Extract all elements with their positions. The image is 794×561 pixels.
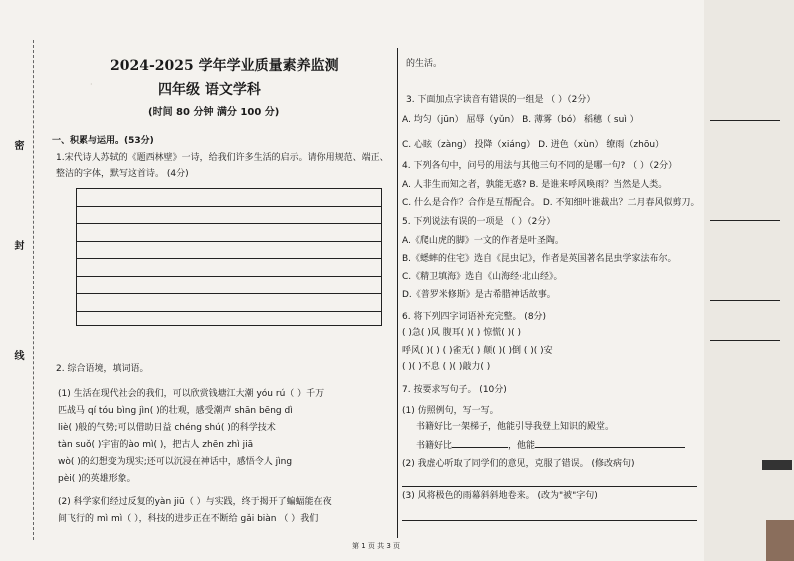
binding-line xyxy=(33,40,34,540)
q1-line2: 整洁的字体，默写这首诗。 (4分) xyxy=(56,169,189,179)
q4-options: A. 人非生而知之者，孰能无惑? B. 是谁来呼风唤雨？当然是人类。 xyxy=(402,180,668,190)
q6-row[interactable]: ( )( )不息 ( )( )敲力( ) xyxy=(402,362,491,372)
right-top-line: 的生活。 xyxy=(406,59,443,69)
q7-fill-line xyxy=(416,438,685,452)
q7-fill-blank-2[interactable] xyxy=(535,438,685,448)
q2-part2-line: (2) 科学家们经过反复的yàn jiū（ ）与实践，终于揭开了蝙蝠能在夜 xyxy=(58,497,332,507)
q2-line: tàn suǒ( )宇宙的ào mì( )，把古人 zhēn zhì jiā xyxy=(58,440,254,450)
exam-time-note: (时间 80 分钟 满分 100 分) xyxy=(148,107,280,118)
binding-label-feng: 封 xyxy=(12,240,23,252)
q5-question: 5. 下列说法有误的一项是 （ ）（2分） xyxy=(402,217,556,227)
q2-line: (1) 生活在现代社会的我们，可以欣赏钱塘江大潮 yóu rú（ ）千万 xyxy=(58,389,325,399)
exam-paper: 密 封 线 · 2024-2025 学年学业质量素养监测 四年级 语文学科 (时间 80 分钟 满分 100 分) 一、积累与运用。(53分) 1.宋代诗人苏轼的《题西林壁》一诗，给我们许多生活的启示。请你用规范、端正、 整洁的字体，默写这首诗。 (4分) 2. 综合语境，填词语。 (1) 生活在现代社会的我们，可以欣赏钱塘江大潮 yóu rú（ ）千万 匹战马 qí tóu bìng jìn( )的壮观，感受潮声 shān bēng dì liè( )般的气势;可以借助日益 chéng shú( )的科学技术 tàn suǒ( )宇宙的ào mì( )，把古人 zhēn zhì jiā wò( )的幻想变为现实;还可以沉浸在神话中，感悟令人 jìng pèi( )的英雄形象。 (2) 科学家们经过反复的yàn jiū（ ）与实践，终于揭开了蝙蝠能在夜 间飞行的 mì mì（ ），科技的进步正在不断给 gǎi biàn （ ）我们 的生活。 3. 下面加点字读音有错误的一组是 （ ）（2分） A. 均匀（jūn） 屈辱（yǔn） B. 薄雾（bó） 稻穗（ suì ） C. 心眩（zàng） 投降（xiáng） D. 迸色（xùn） 缭雨（zhōu） 4. 下列各句中，问号的用法与其他三句不同的是哪一句? （ ）（2分） A. 人非生而知之者，孰能无惑? B. 是谁来呼风唤雨？当然是人类。 C. 什么是合作？合作是互帮配合。 D. 不知细叶谁裁出？二月春风似剪刀。 5. 下列说法有误的一项是 （ ）（2分） A.《爬山虎的脚》一文的作者是叶圣陶。 B.《蟋蟀的住宅》选自《昆虫记》，作者是英国著名昆虫学家法布尔。 C.《精卫填海》选自《山海经·北山经》。 D.《普罗米修斯》是古希腊神话故事。 6. 将下列四字词语补充完整。 (8分) ( )急( )风 腹耳( )( ) 惊慌( )( ) 呼风( )( ) ( )雀无( ) 颠( )( )倒 ( )( )安 ( )( )不息 ( )( )敲力( ) 7. 按要求写句子。 (10分) (1) 仿照例句，写一写。 书籍好比一架梯子，他能引导我登上知识的殿堂。 书籍好比 ，他能 (2) 我虚心听取了同学们的意见，克服了错误。 (修改病句) (3) 风将极色的雨幕斜斜地卷来。 (改为"被"字句) 第 1 页 共 3 页 xyxy=(0,0,770,561)
binding-label-mi: 密 xyxy=(12,140,23,152)
q7-part3-answer-line[interactable] xyxy=(402,520,697,521)
q6-row[interactable]: ( )急( )风 腹耳( )( ) 惊慌( )( ) xyxy=(402,328,522,338)
q7-fill-mid: ，他能 xyxy=(508,441,536,451)
q5-option: D.《普罗米修斯》是古希腊神话故事。 xyxy=(402,290,556,300)
q2-line: wò( )的幻想变为现实;还可以沉浸在神话中，感悟令人 jìng xyxy=(58,457,293,467)
q7-example: 书籍好比一架梯子，他能引导我登上知识的殿堂。 xyxy=(416,422,615,432)
q2-heading: 2. 综合语境，填词语。 xyxy=(56,364,149,374)
q3-options: A. 均匀（jūn） 屈辱（yǔn） B. 薄雾（bó） 稻穗（ suì ） xyxy=(402,115,639,125)
q5-option: A.《爬山虎的脚》一文的作者是叶圣陶。 xyxy=(402,236,564,246)
q7-part2-answer-line[interactable] xyxy=(402,486,697,487)
adjacent-page-strip xyxy=(704,0,794,561)
q6-question: 6. 将下列四字词语补充完整。 (8分) xyxy=(402,312,547,322)
q2-line: 匹战马 qí tóu bìng jìn( )的壮观，感受潮声 shān bēng dì xyxy=(58,406,293,416)
q2-part2-line: 间飞行的 mì mì（ ），科技的进步正在不断给 gǎi biàn （ ）我们 xyxy=(58,514,319,524)
q5-option: C.《精卫填海》选自《山海经·北山经》。 xyxy=(402,272,563,282)
q2-line: liè( )般的气势;可以借助日益 chéng shú( )的科学技术 xyxy=(58,423,276,433)
binding-label-xian: 线 xyxy=(12,350,23,362)
q7-part1: (1) 仿照例句，写一写。 xyxy=(402,406,499,416)
q4-question: 4. 下列各句中，问号的用法与其他三句不同的是哪一句? （ ）（2分） xyxy=(402,161,678,171)
page-footer: 第 1 页 共 3 页 xyxy=(352,542,401,550)
q3-question: 3. 下面加点字读音有错误的一组是 （ ）（2分） xyxy=(406,95,596,105)
column-divider xyxy=(397,48,398,538)
q6-row[interactable]: 呼风( )( ) ( )雀无( ) 颠( )( )倒 ( )( )安 xyxy=(402,346,553,356)
q2-line: pèi( )的英雄形象。 xyxy=(58,474,136,484)
q5-option: B.《蟋蟀的住宅》选自《昆虫记》，作者是英国著名昆虫学家法布尔。 xyxy=(402,254,677,264)
q4-options: C. 什么是合作？合作是互帮配合。 D. 不知细叶谁裁出？二月春风似剪刀。 xyxy=(402,198,700,208)
strip-shadow-mark xyxy=(762,460,792,470)
q7-fill-blank-1[interactable] xyxy=(452,438,508,448)
q7-part2: (2) 我虚心听取了同学们的意见，克服了错误。 (修改病句) xyxy=(402,459,635,469)
exam-title: 2024-2025 学年学业质量素养监测 xyxy=(110,58,339,74)
q7-question: 7. 按要求写句子。 (10分) xyxy=(402,385,507,395)
poem-writing-box[interactable] xyxy=(76,188,382,326)
section1-heading: 一、积累与运用。(53分) xyxy=(52,136,154,146)
strip-wood-edge xyxy=(766,520,794,561)
q1-line1: 1.宋代诗人苏轼的《题西林壁》一诗，给我们许多生活的启示。请你用规范、端正、 xyxy=(56,153,389,163)
q7-part3: (3) 风将极色的雨幕斜斜地卷来。 (改为"被"字句) xyxy=(402,491,598,501)
q3-options: C. 心眩（zàng） 投降（xiáng） D. 迸色（xùn） 缭雨（zhōu） xyxy=(402,140,665,150)
q7-fill-prefix: 书籍好比 xyxy=(416,441,453,451)
exam-subtitle: 四年级 语文学科 xyxy=(158,82,261,98)
